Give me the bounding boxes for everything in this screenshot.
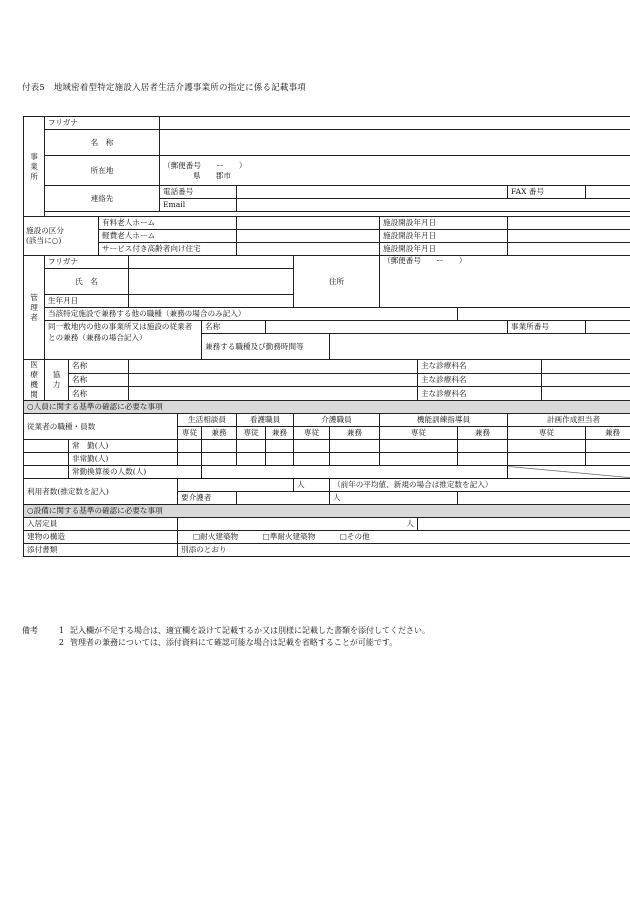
users-label: 利用者数(推定数を記入) bbox=[24, 479, 178, 505]
email-field[interactable] bbox=[237, 199, 630, 212]
birth-field[interactable] bbox=[129, 295, 294, 308]
notes bbox=[22, 625, 430, 649]
birth-label: 生年月日 bbox=[45, 295, 129, 308]
concurrent-job-label: 兼務する職種及び勤務時間等 bbox=[202, 334, 330, 360]
full-4: 専従 bbox=[380, 427, 458, 440]
phone-field[interactable] bbox=[237, 186, 508, 199]
office-address-label: 所在地 bbox=[45, 156, 160, 186]
part-3: 兼務 bbox=[330, 427, 380, 440]
office-address-field[interactable] bbox=[160, 156, 630, 186]
office-name-field[interactable] bbox=[160, 130, 630, 156]
medical-name-label-1: 名称 bbox=[69, 360, 129, 374]
staff-type-label: 従業者の職種・員数 bbox=[24, 414, 178, 440]
role-3: 介護職員 bbox=[294, 414, 380, 427]
application-form bbox=[23, 116, 630, 557]
note-number-2: 2 bbox=[58, 638, 64, 647]
other-office-name-field[interactable] bbox=[266, 321, 508, 334]
office-pref-city: 県 郡市 bbox=[193, 170, 231, 180]
structure-options bbox=[178, 531, 630, 544]
open-date-label-3: 施設開設年月日 bbox=[380, 243, 508, 256]
medical-name-field-1[interactable] bbox=[129, 360, 418, 374]
manager-name-field[interactable] bbox=[129, 269, 294, 295]
attached-label: 添付書類 bbox=[24, 544, 178, 557]
medical-dept-field-1[interactable] bbox=[542, 360, 630, 374]
office-furigana-label: フリガナ bbox=[45, 117, 160, 130]
concurrent-facility-label: 当該特定施設で兼務する他の職種（兼務の場合のみ記入） bbox=[45, 308, 458, 321]
office-section-label: 事 業 所 bbox=[24, 117, 45, 217]
manager-section-label: 管 理 者 bbox=[24, 256, 45, 360]
fax-field[interactable] bbox=[586, 186, 630, 199]
equipment-section-header: ○設備に関する基準の確認に必要な事項 bbox=[24, 505, 630, 518]
parttime-label: 非常勤(人) bbox=[69, 453, 178, 466]
fte-field[interactable] bbox=[202, 466, 508, 479]
manager-address-field[interactable] bbox=[380, 256, 630, 308]
facility-type-option-2[interactable]: 軽費老人ホーム bbox=[99, 230, 237, 243]
part-2: 兼務 bbox=[266, 427, 294, 440]
structure-opt-semi[interactable]: □準耐火建築物 bbox=[262, 532, 316, 541]
manager-furigana-field[interactable] bbox=[129, 256, 294, 269]
medical-dept-label-3: 主な診療科名 bbox=[418, 387, 542, 401]
office-furigana-field[interactable] bbox=[160, 117, 630, 130]
open-date-field-1[interactable] bbox=[508, 217, 630, 230]
full-3: 専従 bbox=[294, 427, 330, 440]
structure-opt-other[interactable]: □その他 bbox=[339, 532, 370, 541]
care-field[interactable] bbox=[237, 492, 330, 505]
full-1: 専従 bbox=[178, 427, 202, 440]
manager-address-label: 住所 bbox=[294, 256, 380, 308]
role-5: 計画作成担当者 bbox=[508, 414, 630, 427]
facility-type-option-1[interactable]: 有料老人ホーム bbox=[99, 217, 237, 230]
manager-furigana-label: フリガナ bbox=[45, 256, 129, 269]
structure-label: 建物の構造 bbox=[24, 531, 178, 544]
facility-type-option-3[interactable]: サービス付き高齢者向け住宅 bbox=[99, 243, 237, 256]
other-office-label: 同一敷地内の他の事業所又は施設の従業者との兼務（兼務の場合記入） bbox=[45, 321, 202, 360]
part-1: 兼務 bbox=[202, 427, 237, 440]
office-postal: （郵便番号 ー ） bbox=[163, 160, 247, 170]
fax-label: FAX 番号 bbox=[508, 186, 586, 199]
concurrent-facility-field[interactable] bbox=[458, 308, 630, 321]
users-unit: 人 bbox=[294, 479, 330, 492]
capacity-label: 入居定員 bbox=[24, 518, 178, 531]
other-office-name-label: 名称 bbox=[202, 321, 266, 334]
facility-type-check-3[interactable] bbox=[237, 243, 380, 256]
facility-type-check-2[interactable] bbox=[237, 230, 380, 243]
phone-label: 電話番号 bbox=[160, 186, 237, 199]
part-5: 兼務 bbox=[586, 427, 630, 440]
care-label: 要介護者 bbox=[178, 492, 237, 505]
staff-section-header: ○人員に関する基準の確認に必要な事項 bbox=[24, 401, 630, 414]
medical-name-field-2[interactable] bbox=[129, 373, 418, 387]
capacity-field[interactable] bbox=[178, 518, 418, 531]
manager-postal: （郵便番号 ー ） bbox=[383, 256, 467, 265]
open-date-field-3[interactable] bbox=[508, 243, 630, 256]
part-4: 兼務 bbox=[458, 427, 508, 440]
medical-dept-field-2[interactable] bbox=[542, 373, 630, 387]
manager-name-label: 氏 名 bbox=[45, 269, 129, 295]
medical-name-label-3: 名称 bbox=[69, 387, 129, 401]
medical-section-label: 医 療 機 関 bbox=[24, 360, 45, 401]
full-2: 専従 bbox=[237, 427, 266, 440]
users-note: （前年の平均値、新規の場合は推定数を記入） bbox=[330, 479, 630, 492]
role-4: 機能訓練指導員 bbox=[380, 414, 508, 427]
role-2: 看護職員 bbox=[237, 414, 294, 427]
open-date-label-1: 施設開設年月日 bbox=[380, 217, 508, 230]
concurrent-job-field[interactable] bbox=[330, 334, 630, 360]
users-field[interactable] bbox=[178, 479, 294, 492]
office-number-label: 事業所番号 bbox=[508, 321, 586, 334]
open-date-field-2[interactable] bbox=[508, 230, 630, 243]
note-number-1: 1 bbox=[58, 626, 64, 635]
fte-diagonal bbox=[508, 466, 630, 479]
full-5: 専従 bbox=[508, 427, 586, 440]
email-label: Email bbox=[160, 199, 237, 212]
medical-dept-field-3[interactable] bbox=[542, 387, 630, 401]
medical-name-label-2: 名称 bbox=[69, 373, 129, 387]
structure-opt-fireproof[interactable]: □耐火建築物 bbox=[193, 532, 239, 541]
office-name-label: 名 称 bbox=[45, 130, 160, 156]
office-number-field[interactable] bbox=[586, 321, 630, 334]
medical-dept-label-2: 主な診療科名 bbox=[418, 373, 542, 387]
note-1: 記入欄が不足する場合は、適宜欄を設けて記載するか又は別様に記載した書類を添付してください。 bbox=[70, 626, 430, 635]
role-1: 生活相談員 bbox=[178, 414, 237, 427]
office-contact-label: 連絡先 bbox=[45, 186, 160, 212]
note-2: 管理者の兼務については、添付資料にて確認可能な場合は記載を省略することが可能です。 bbox=[70, 638, 398, 647]
care-unit: 人 bbox=[330, 492, 458, 505]
medical-name-field-3[interactable] bbox=[129, 387, 418, 401]
notes-label: 備考 bbox=[22, 626, 38, 635]
facility-type-check-1[interactable] bbox=[237, 217, 380, 230]
capacity-unit: 人 bbox=[406, 519, 414, 528]
attached-value: 別添のとおり bbox=[178, 544, 630, 557]
fulltime-label: 常 勤(人) bbox=[69, 440, 178, 453]
medical-section-label2: 協 力 bbox=[45, 360, 69, 401]
facility-type-label: 施設の区分 (該当に○) bbox=[24, 217, 99, 256]
fte-label: 常勤換算後の人数(人) bbox=[69, 466, 202, 479]
open-date-label-2: 施設開設年月日 bbox=[380, 230, 508, 243]
form-title: 付表5 地域密着型特定施設入居者生活介護事業所の指定に係る記載事項 bbox=[22, 83, 307, 93]
medical-dept-label-1: 主な診療科名 bbox=[418, 360, 542, 374]
